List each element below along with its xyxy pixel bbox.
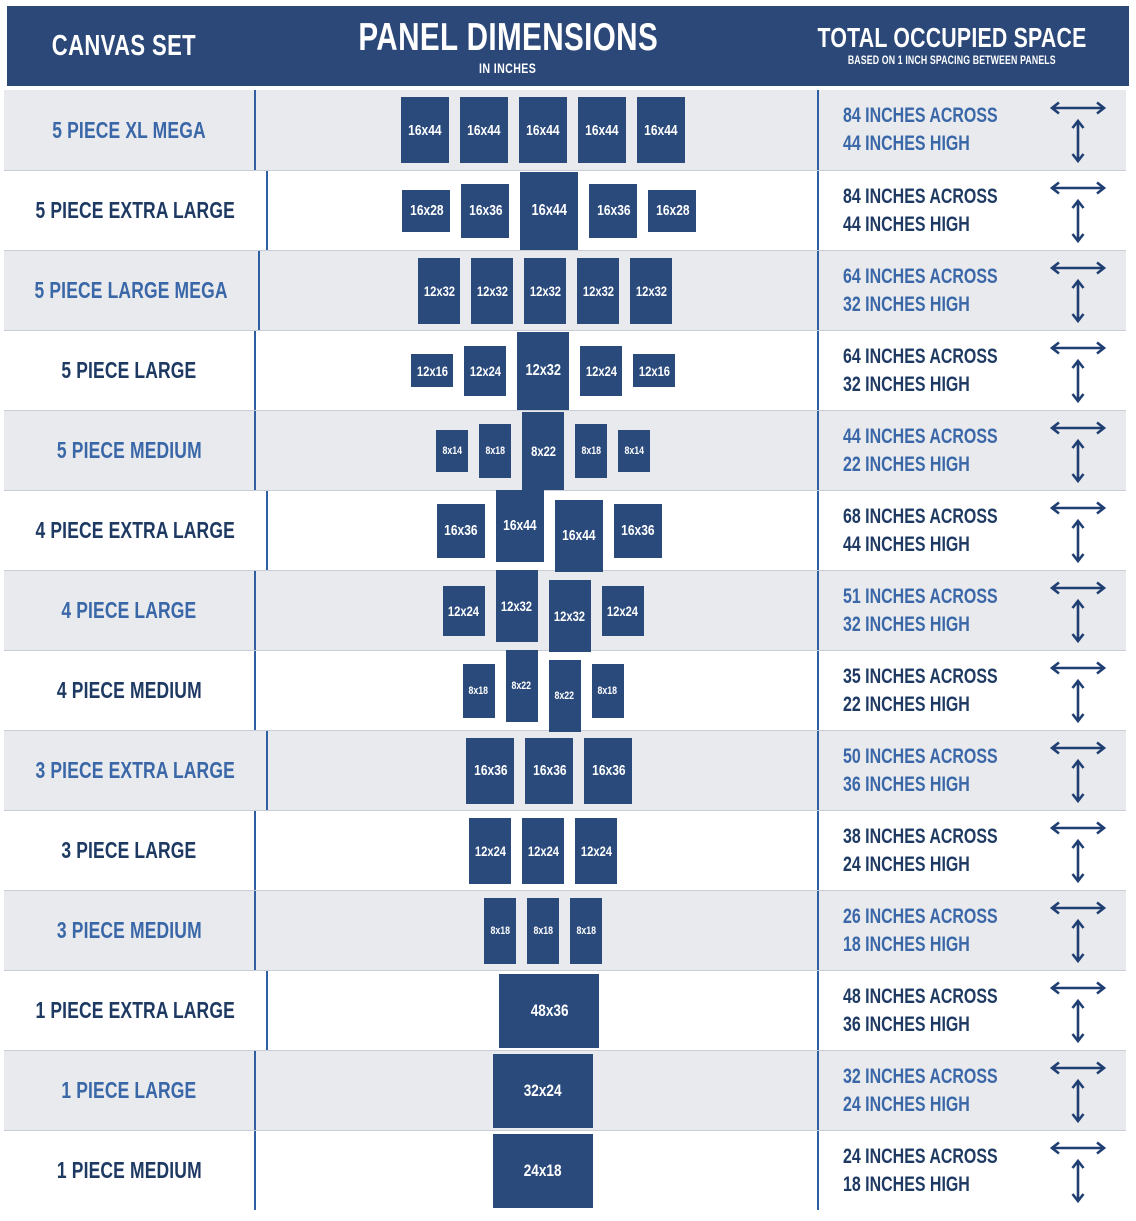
occupied-space-cell bbox=[819, 491, 1126, 570]
panel-visualization bbox=[254, 331, 819, 410]
inches-across-value: 32 INCHES ACROSS bbox=[842, 1064, 998, 1088]
vertical-arrow-icon bbox=[1071, 358, 1085, 404]
table-row bbox=[4, 1130, 1126, 1210]
canvas-panel bbox=[577, 258, 619, 324]
horizontal-arrow-icon bbox=[1049, 661, 1107, 675]
panel-size-label: 16x44 bbox=[526, 121, 560, 139]
canvas-size-chart bbox=[4, 6, 1128, 1210]
occupied-space-cell bbox=[819, 251, 1126, 330]
inches-across-value: 50 INCHES ACROSS bbox=[842, 744, 998, 768]
occupied-space-cell bbox=[819, 891, 1126, 970]
canvas-panel bbox=[648, 190, 696, 232]
canvas-panel bbox=[522, 412, 564, 490]
direction-arrows bbox=[1046, 417, 1110, 484]
panel-size-label: 16x44 bbox=[562, 527, 596, 544]
canvas-panel bbox=[614, 504, 662, 558]
panel-size-label: 12x32 bbox=[423, 282, 455, 299]
occupied-space-text bbox=[843, 903, 1046, 959]
table-header bbox=[7, 6, 1129, 86]
canvas-set-name: 1 PIECE EXTRA LARGE bbox=[35, 997, 235, 1023]
canvas-set-name: 4 PIECE LARGE bbox=[61, 597, 197, 623]
canvas-panel bbox=[418, 258, 460, 324]
panel-size-label: 12x24 bbox=[527, 842, 559, 859]
canvas-panel bbox=[589, 184, 637, 238]
inches-high-value: 44 INCHES HIGH bbox=[842, 132, 970, 155]
occupied-space-text bbox=[843, 983, 1046, 1039]
occupied-space-text bbox=[843, 102, 1046, 158]
canvas-set-name: 5 PIECE MEDIUM bbox=[56, 437, 202, 463]
header-total-occupied-space-title: TOTAL OCCUPIED SPACE bbox=[817, 22, 1087, 54]
canvas-panel bbox=[471, 258, 513, 324]
horizontal-arrow-icon bbox=[1049, 261, 1107, 275]
table-row bbox=[4, 490, 1126, 570]
table-row bbox=[4, 410, 1126, 490]
inches-high-value: 36 INCHES HIGH bbox=[842, 1012, 970, 1036]
direction-arrows bbox=[1046, 1137, 1110, 1204]
canvas-panel bbox=[555, 500, 603, 572]
occupied-space-text bbox=[843, 583, 1046, 639]
panel-size-label: 8x22 bbox=[530, 442, 556, 459]
panel-visualization bbox=[266, 491, 818, 570]
panel-size-label: 16x44 bbox=[644, 121, 678, 139]
canvas-panel bbox=[461, 184, 509, 238]
panel-size-label: 16x36 bbox=[621, 522, 655, 539]
horizontal-arrow-icon bbox=[1049, 501, 1107, 515]
canvas-set-cell bbox=[4, 971, 266, 1050]
panel-visualization bbox=[254, 891, 819, 970]
occupied-space-text bbox=[843, 343, 1046, 399]
panel-size-label: 16x36 bbox=[468, 202, 503, 219]
panel-size-label: 12x32 bbox=[582, 282, 614, 299]
inches-high-value: 44 INCHES HIGH bbox=[842, 532, 970, 556]
canvas-set-cell bbox=[4, 411, 254, 490]
canvas-panel bbox=[633, 354, 675, 387]
occupied-space-cell bbox=[819, 971, 1126, 1050]
inches-across-value: 35 INCHES ACROSS bbox=[842, 664, 998, 688]
direction-arrows bbox=[1046, 577, 1110, 644]
canvas-panel bbox=[570, 898, 602, 964]
table-row bbox=[4, 730, 1126, 810]
canvas-panel bbox=[466, 738, 514, 804]
inches-high-value: 18 INCHES HIGH bbox=[842, 1172, 970, 1196]
canvas-panel bbox=[464, 346, 506, 396]
inches-high-value: 32 INCHES HIGH bbox=[842, 292, 970, 316]
canvas-panel bbox=[469, 818, 511, 884]
panel-size-label: 16x44 bbox=[408, 121, 442, 139]
canvas-panel bbox=[618, 430, 650, 472]
occupied-space-text bbox=[843, 183, 1046, 239]
canvas-panel bbox=[525, 738, 573, 804]
canvas-panel bbox=[519, 97, 567, 163]
direction-arrows bbox=[1046, 1057, 1110, 1124]
vertical-arrow-icon bbox=[1071, 438, 1085, 484]
canvas-panel bbox=[484, 898, 516, 964]
canvas-set-name: 5 PIECE LARGE MEGA bbox=[34, 277, 228, 303]
inches-across-value: 26 INCHES ACROSS bbox=[842, 904, 998, 928]
horizontal-arrow-icon bbox=[1049, 181, 1107, 195]
direction-arrows bbox=[1046, 97, 1110, 164]
canvas-panel bbox=[496, 490, 544, 562]
occupied-space-text bbox=[843, 1063, 1046, 1119]
canvas-panel bbox=[493, 1054, 593, 1128]
panel-size-label: 16x44 bbox=[467, 121, 501, 139]
panel-size-label: 16x36 bbox=[591, 762, 626, 779]
inches-high-value: 18 INCHES HIGH bbox=[842, 932, 970, 956]
direction-arrows bbox=[1046, 337, 1110, 404]
panel-size-label: 32x24 bbox=[524, 1080, 563, 1100]
vertical-arrow-icon bbox=[1071, 758, 1085, 804]
occupied-space-cell bbox=[819, 731, 1126, 810]
canvas-panel bbox=[463, 664, 495, 718]
canvas-panel bbox=[549, 580, 591, 652]
panel-visualization bbox=[254, 1131, 819, 1210]
panel-size-label: 16x36 bbox=[473, 762, 508, 779]
panel-size-label: 12x32 bbox=[635, 282, 667, 299]
canvas-set-cell bbox=[4, 171, 266, 250]
canvas-panel bbox=[460, 97, 508, 163]
panel-size-label: 8x14 bbox=[442, 444, 462, 457]
table-row bbox=[4, 1050, 1126, 1130]
inches-high-value: 44 INCHES HIGH bbox=[842, 212, 970, 236]
panel-size-label: 16x36 bbox=[444, 522, 478, 539]
canvas-set-cell bbox=[4, 251, 258, 330]
panel-size-label: 12x24 bbox=[580, 842, 612, 859]
vertical-arrow-icon bbox=[1071, 198, 1085, 244]
canvas-set-name: 5 PIECE EXTRA LARGE bbox=[35, 197, 235, 223]
canvas-set-cell bbox=[4, 331, 254, 410]
vertical-arrow-icon bbox=[1071, 678, 1085, 724]
horizontal-arrow-icon bbox=[1049, 1061, 1107, 1075]
inches-high-value: 24 INCHES HIGH bbox=[842, 852, 970, 876]
header-canvas-set-label: CANVAS SET bbox=[51, 29, 197, 62]
occupied-space-text bbox=[843, 823, 1046, 879]
panel-visualization bbox=[266, 171, 818, 250]
vertical-arrow-icon bbox=[1071, 1158, 1085, 1204]
canvas-set-cell bbox=[4, 90, 254, 170]
panel-size-label: 16x36 bbox=[596, 202, 631, 219]
canvas-panel bbox=[493, 1134, 593, 1208]
table-row bbox=[4, 90, 1126, 170]
table-row bbox=[4, 970, 1126, 1050]
occupied-space-text bbox=[843, 503, 1046, 559]
canvas-set-cell bbox=[4, 491, 266, 570]
horizontal-arrow-icon bbox=[1049, 741, 1107, 755]
canvas-panel bbox=[584, 738, 632, 804]
vertical-arrow-icon bbox=[1071, 118, 1085, 164]
inches-across-value: 44 INCHES ACROSS bbox=[842, 424, 998, 448]
horizontal-arrow-icon bbox=[1049, 981, 1107, 995]
table-body bbox=[4, 86, 1126, 1210]
panel-size-label: 12x32 bbox=[525, 361, 561, 379]
canvas-set-name: 1 PIECE MEDIUM bbox=[56, 1157, 202, 1183]
horizontal-arrow-icon bbox=[1049, 101, 1107, 115]
panel-size-label: 8x18 bbox=[490, 924, 510, 937]
inches-high-value: 32 INCHES HIGH bbox=[842, 372, 970, 396]
canvas-panel bbox=[443, 586, 485, 636]
occupied-space-text bbox=[843, 263, 1046, 319]
panel-size-label: 16x36 bbox=[532, 762, 567, 779]
header-panel-dimensions-title: PANEL DIMENSIONS bbox=[358, 15, 658, 59]
panel-size-label: 12x24 bbox=[474, 842, 506, 859]
horizontal-arrow-icon bbox=[1049, 581, 1107, 595]
panel-visualization bbox=[254, 1051, 819, 1130]
occupied-space-cell bbox=[819, 331, 1126, 410]
inches-across-value: 51 INCHES ACROSS bbox=[842, 584, 998, 608]
canvas-set-cell bbox=[4, 1131, 254, 1210]
canvas-set-name: 3 PIECE MEDIUM bbox=[56, 917, 202, 943]
horizontal-arrow-icon bbox=[1049, 1141, 1107, 1155]
canvas-panel bbox=[527, 898, 559, 964]
inches-across-value: 48 INCHES ACROSS bbox=[842, 984, 998, 1008]
vertical-arrow-icon bbox=[1071, 598, 1085, 644]
canvas-set-name: 1 PIECE LARGE bbox=[61, 1077, 197, 1103]
panel-visualization bbox=[266, 731, 818, 810]
panel-size-label: 16x44 bbox=[531, 201, 568, 219]
header-panel-dimensions-cell bbox=[241, 15, 775, 76]
vertical-arrow-icon bbox=[1071, 518, 1085, 564]
panel-visualization bbox=[254, 651, 819, 730]
canvas-set-name: 5 PIECE LARGE bbox=[61, 357, 197, 383]
vertical-arrow-icon bbox=[1071, 838, 1085, 884]
panel-size-label: 16x28 bbox=[655, 202, 690, 219]
panel-visualization bbox=[258, 251, 818, 330]
canvas-set-name: 3 PIECE EXTRA LARGE bbox=[35, 757, 235, 783]
canvas-panel bbox=[575, 818, 617, 884]
canvas-panel bbox=[630, 258, 672, 324]
occupied-space-text bbox=[843, 663, 1046, 719]
direction-arrows bbox=[1046, 977, 1110, 1044]
panel-size-label: 48x36 bbox=[530, 1000, 569, 1020]
occupied-space-cell bbox=[819, 1131, 1126, 1210]
panel-size-label: 8x18 bbox=[597, 684, 618, 697]
canvas-panel bbox=[580, 346, 622, 396]
occupied-space-cell bbox=[819, 171, 1126, 250]
direction-arrows bbox=[1046, 897, 1110, 964]
horizontal-arrow-icon bbox=[1049, 901, 1107, 915]
table-row bbox=[4, 250, 1126, 330]
inches-across-value: 64 INCHES ACROSS bbox=[842, 344, 998, 368]
panel-visualization bbox=[254, 811, 819, 890]
inches-high-value: 32 INCHES HIGH bbox=[842, 612, 970, 636]
vertical-arrow-icon bbox=[1071, 278, 1085, 324]
inches-across-value: 84 INCHES ACROSS bbox=[842, 104, 998, 127]
direction-arrows bbox=[1046, 817, 1110, 884]
panel-size-label: 12x16 bbox=[638, 362, 670, 379]
inches-high-value: 24 INCHES HIGH bbox=[842, 1092, 970, 1116]
direction-arrows bbox=[1046, 257, 1110, 324]
occupied-space-cell bbox=[819, 411, 1126, 490]
panel-size-label: 8x22 bbox=[511, 679, 532, 692]
inches-across-value: 68 INCHES ACROSS bbox=[842, 504, 998, 528]
table-row bbox=[4, 890, 1126, 970]
panel-size-label: 12x24 bbox=[585, 362, 617, 379]
panel-size-label: 12x32 bbox=[529, 282, 561, 299]
occupied-space-cell bbox=[819, 811, 1126, 890]
inches-across-value: 38 INCHES ACROSS bbox=[842, 824, 998, 848]
canvas-set-name: 3 PIECE LARGE bbox=[61, 837, 197, 863]
horizontal-arrow-icon bbox=[1049, 421, 1107, 435]
panel-size-label: 24x18 bbox=[524, 1160, 563, 1180]
panel-size-label: 12x24 bbox=[607, 602, 639, 619]
panel-visualization bbox=[266, 971, 818, 1050]
occupied-space-cell bbox=[819, 651, 1126, 730]
table-row bbox=[4, 570, 1126, 650]
inches-across-value: 84 INCHES ACROSS bbox=[842, 184, 998, 208]
panel-size-label: 8x18 bbox=[468, 684, 489, 697]
occupied-space-text bbox=[843, 743, 1046, 799]
panel-size-label: 12x32 bbox=[501, 597, 533, 614]
direction-arrows bbox=[1046, 657, 1110, 724]
canvas-panel bbox=[549, 660, 581, 732]
canvas-set-cell bbox=[4, 651, 254, 730]
canvas-panel bbox=[602, 586, 644, 636]
occupied-space-cell bbox=[819, 1051, 1126, 1130]
canvas-set-cell bbox=[4, 1051, 254, 1130]
inches-across-value: 64 INCHES ACROSS bbox=[842, 264, 998, 288]
canvas-set-cell bbox=[4, 571, 254, 650]
canvas-set-name: 4 PIECE MEDIUM bbox=[56, 677, 202, 703]
canvas-panel bbox=[437, 504, 485, 558]
table-row bbox=[4, 810, 1126, 890]
vertical-arrow-icon bbox=[1071, 998, 1085, 1044]
inches-across-value: 24 INCHES ACROSS bbox=[842, 1144, 998, 1168]
panel-size-label: 16x44 bbox=[585, 121, 619, 139]
canvas-set-name: 4 PIECE EXTRA LARGE bbox=[35, 517, 235, 543]
canvas-panel bbox=[436, 430, 468, 472]
canvas-set-cell bbox=[4, 891, 254, 970]
table-row bbox=[4, 330, 1126, 410]
inches-high-value: 36 INCHES HIGH bbox=[842, 772, 970, 796]
canvas-set-cell bbox=[4, 731, 266, 810]
direction-arrows bbox=[1046, 737, 1110, 804]
inches-high-value: 22 INCHES HIGH bbox=[842, 692, 970, 716]
canvas-set-name: 5 PIECE XL MEGA bbox=[52, 116, 206, 143]
panel-size-label: 12x32 bbox=[554, 607, 586, 624]
canvas-panel bbox=[524, 258, 566, 324]
panel-visualization bbox=[254, 571, 819, 650]
occupied-space-text bbox=[843, 1143, 1046, 1199]
panel-size-label: 16x28 bbox=[409, 202, 444, 219]
panel-visualization bbox=[254, 90, 819, 170]
header-canvas-set-cell bbox=[7, 30, 241, 63]
vertical-arrow-icon bbox=[1071, 918, 1085, 964]
panel-size-label: 8x14 bbox=[624, 444, 644, 457]
canvas-panel bbox=[517, 332, 569, 410]
canvas-panel bbox=[411, 354, 453, 387]
direction-arrows bbox=[1046, 497, 1110, 564]
canvas-panel bbox=[401, 97, 449, 163]
panel-size-label: 12x16 bbox=[416, 362, 448, 379]
header-total-occupied-space-cell bbox=[775, 24, 1129, 68]
canvas-panel bbox=[496, 570, 538, 642]
vertical-arrow-icon bbox=[1071, 1078, 1085, 1124]
occupied-space-text bbox=[843, 423, 1046, 479]
canvas-panel bbox=[402, 190, 450, 232]
canvas-panel bbox=[479, 424, 511, 478]
header-in-inches-subtitle: IN INCHES bbox=[479, 59, 537, 76]
inches-high-value: 22 INCHES HIGH bbox=[842, 452, 970, 476]
panel-size-label: 8x18 bbox=[485, 444, 505, 457]
occupied-space-cell bbox=[819, 571, 1126, 650]
canvas-panel bbox=[592, 664, 624, 718]
horizontal-arrow-icon bbox=[1049, 821, 1107, 835]
panel-size-label: 16x44 bbox=[503, 517, 537, 534]
direction-arrows bbox=[1046, 177, 1110, 244]
panel-visualization bbox=[254, 411, 819, 490]
canvas-panel bbox=[637, 97, 685, 163]
panel-size-label: 8x18 bbox=[581, 444, 601, 457]
table-row bbox=[4, 650, 1126, 730]
canvas-panel bbox=[575, 424, 607, 478]
panel-size-label: 8x22 bbox=[554, 689, 575, 702]
panel-size-label: 8x18 bbox=[533, 924, 553, 937]
panel-size-label: 12x24 bbox=[469, 362, 501, 379]
canvas-panel bbox=[522, 818, 564, 884]
panel-size-label: 12x32 bbox=[476, 282, 508, 299]
canvas-panel bbox=[506, 650, 538, 722]
horizontal-arrow-icon bbox=[1049, 341, 1107, 355]
canvas-panel bbox=[578, 97, 626, 163]
header-spacing-note-subtitle: BASED ON 1 INCH SPACING BETWEEN PANELS bbox=[848, 55, 1056, 68]
panel-size-label: 8x18 bbox=[576, 924, 596, 937]
table-row bbox=[4, 170, 1126, 250]
occupied-space-cell bbox=[819, 90, 1126, 170]
canvas-set-cell bbox=[4, 811, 254, 890]
canvas-panel bbox=[520, 172, 578, 250]
panel-size-label: 12x24 bbox=[448, 602, 480, 619]
canvas-panel bbox=[499, 974, 599, 1048]
